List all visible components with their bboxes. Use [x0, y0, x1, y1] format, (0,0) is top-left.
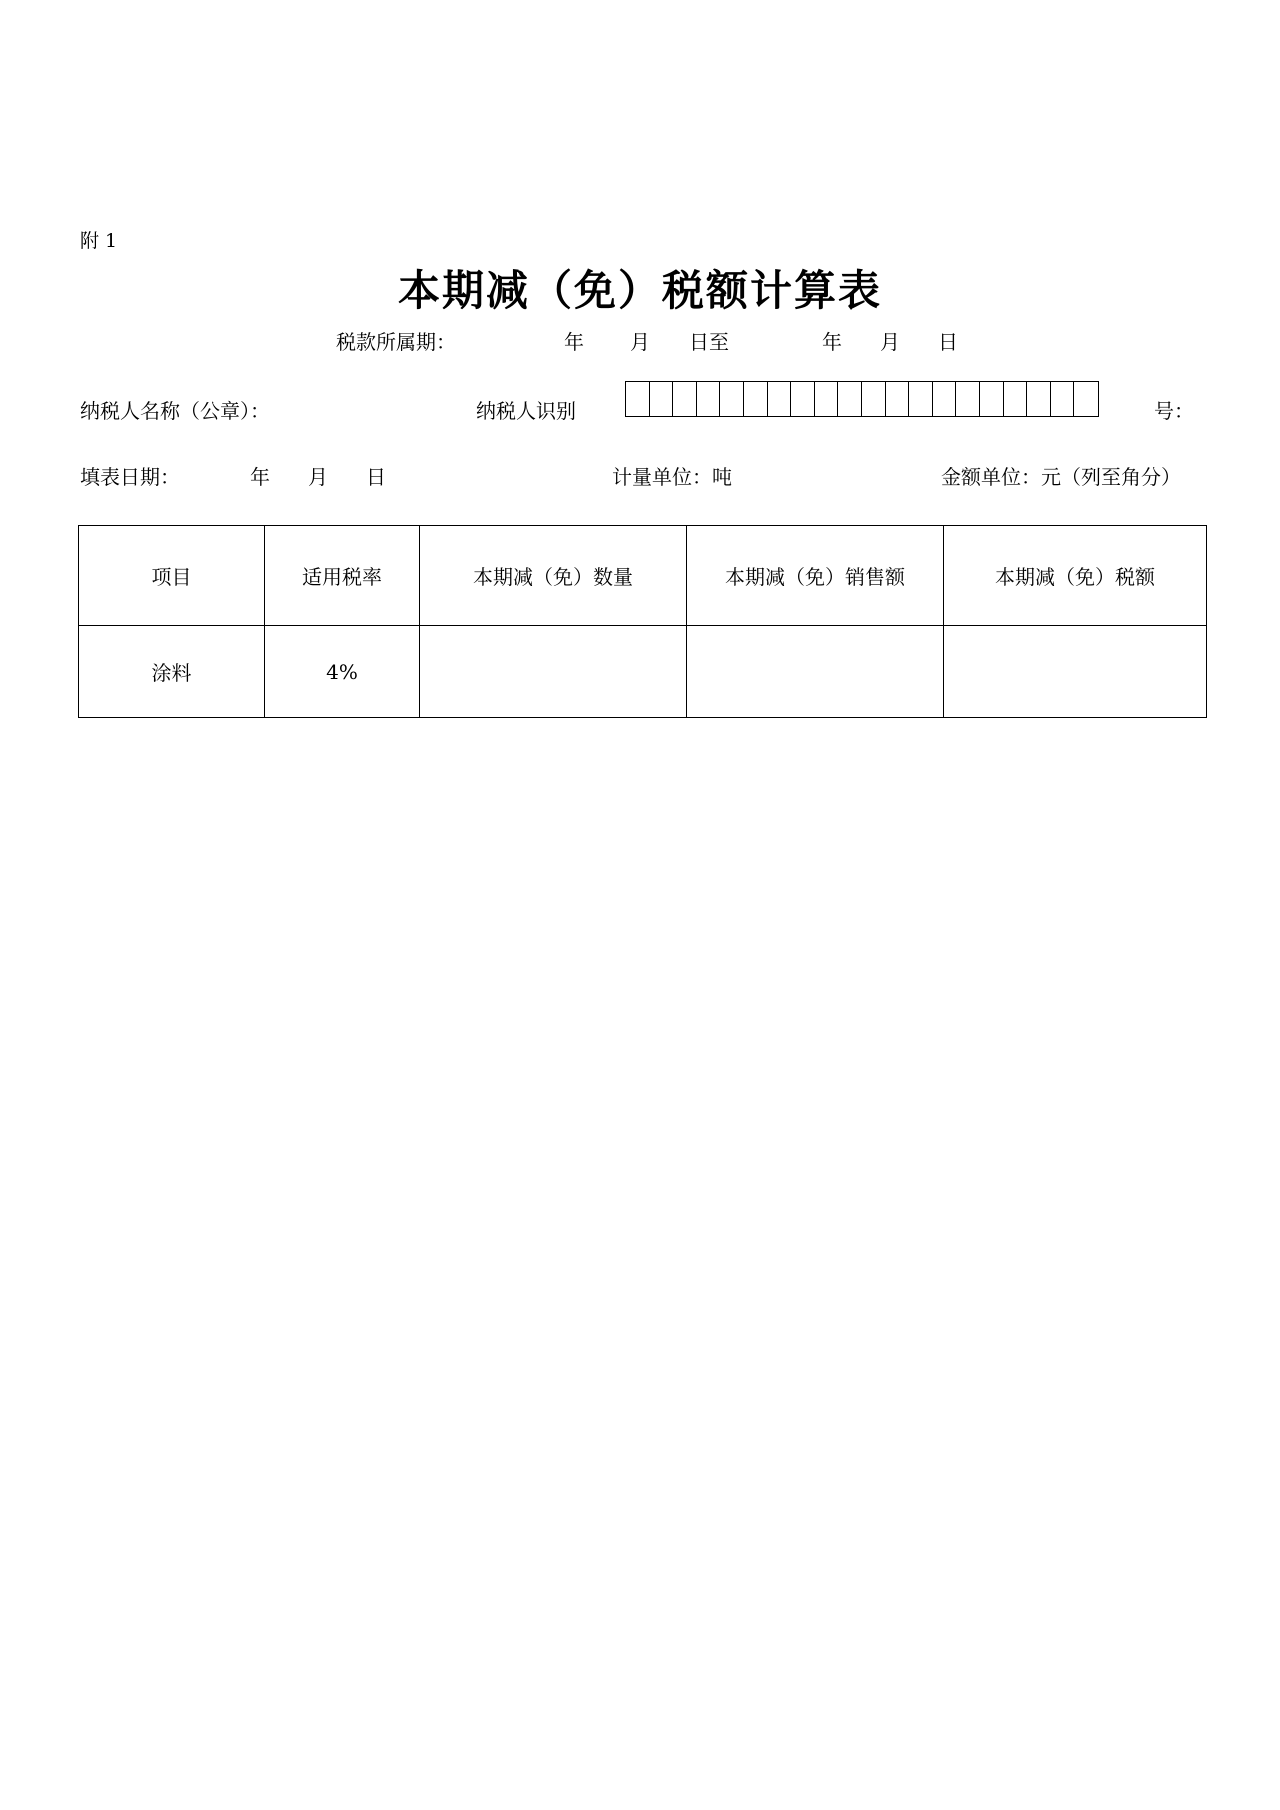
taxpayer-id-digit-box[interactable]	[720, 382, 744, 416]
taxpayer-id-digit-box[interactable]	[650, 382, 674, 416]
header-reduction-tax: 本期减（免）税额	[944, 526, 1207, 626]
taxpayer-id-digit-box[interactable]	[933, 382, 957, 416]
header-item: 项目	[79, 526, 265, 626]
fill-date-day: 日	[366, 465, 386, 489]
cell-reduction-quantity[interactable]	[420, 626, 687, 718]
table-row	[79, 626, 1207, 718]
cell-reduction-sales[interactable]	[687, 626, 944, 718]
taxpayer-id-digit-box[interactable]	[1074, 382, 1098, 416]
tax-period-month-end: 月	[880, 330, 900, 354]
header-tax-rate: 适用税率	[265, 526, 420, 626]
taxpayer-id-digit-box[interactable]	[1027, 382, 1051, 416]
tax-period-label: 税款所属期：	[336, 330, 456, 354]
cell-reduction-tax[interactable]	[944, 626, 1207, 718]
taxpayer-id-digit-box[interactable]	[815, 382, 839, 416]
tax-period-year-end: 年	[822, 330, 842, 354]
cell-item: 涂料	[79, 626, 265, 718]
page-title: 本期减（免）税额计算表	[397, 266, 882, 315]
tax-period-month-start: 月	[630, 330, 650, 354]
taxpayer-id-digit-box[interactable]	[909, 382, 933, 416]
taxpayer-id-digit-box[interactable]	[768, 382, 792, 416]
taxpayer-id-digit-box[interactable]	[673, 382, 697, 416]
taxpayer-id-boxes[interactable]	[625, 381, 1099, 417]
taxpayer-id-digit-box[interactable]	[956, 382, 980, 416]
taxpayer-id-digit-box[interactable]	[886, 382, 910, 416]
attachment-label: 附 1	[80, 230, 118, 252]
taxpayer-id-digit-box[interactable]	[838, 382, 862, 416]
fill-date-year: 年	[250, 465, 270, 489]
taxpayer-id-digit-box[interactable]	[1004, 382, 1028, 416]
tax-period-day-end: 日	[938, 330, 958, 354]
taxpayer-id-digit-box[interactable]	[744, 382, 768, 416]
taxpayer-id-digit-box[interactable]	[697, 382, 721, 416]
tax-period-year-start: 年	[564, 330, 584, 354]
fill-date-label: 填表日期：	[80, 465, 180, 489]
tax-period-day-to: 日至	[689, 330, 729, 354]
header-reduction-sales: 本期减（免）销售额	[687, 526, 944, 626]
tax-calculation-table	[78, 525, 1207, 718]
table-header-row	[79, 526, 1207, 626]
cell-tax-rate: 4%	[265, 626, 420, 718]
taxpayer-id-digit-box[interactable]	[980, 382, 1004, 416]
taxpayer-id-digit-box[interactable]	[862, 382, 886, 416]
header-reduction-quantity: 本期减（免）数量	[420, 526, 687, 626]
taxpayer-name-label: 纳税人名称（公章）：	[80, 399, 270, 423]
taxpayer-id-digit-box[interactable]	[791, 382, 815, 416]
taxpayer-id-digit-box[interactable]	[1051, 382, 1075, 416]
taxpayer-id-digit-box[interactable]	[626, 382, 650, 416]
taxpayer-id-label: 纳税人识别	[476, 399, 576, 423]
quantity-unit-label: 计量单位：吨	[612, 465, 732, 489]
amount-unit-label: 金额单位：元（列至角分）	[941, 465, 1181, 489]
fill-date-month: 月	[308, 465, 328, 489]
taxpayer-id-suffix: 号：	[1154, 399, 1194, 423]
